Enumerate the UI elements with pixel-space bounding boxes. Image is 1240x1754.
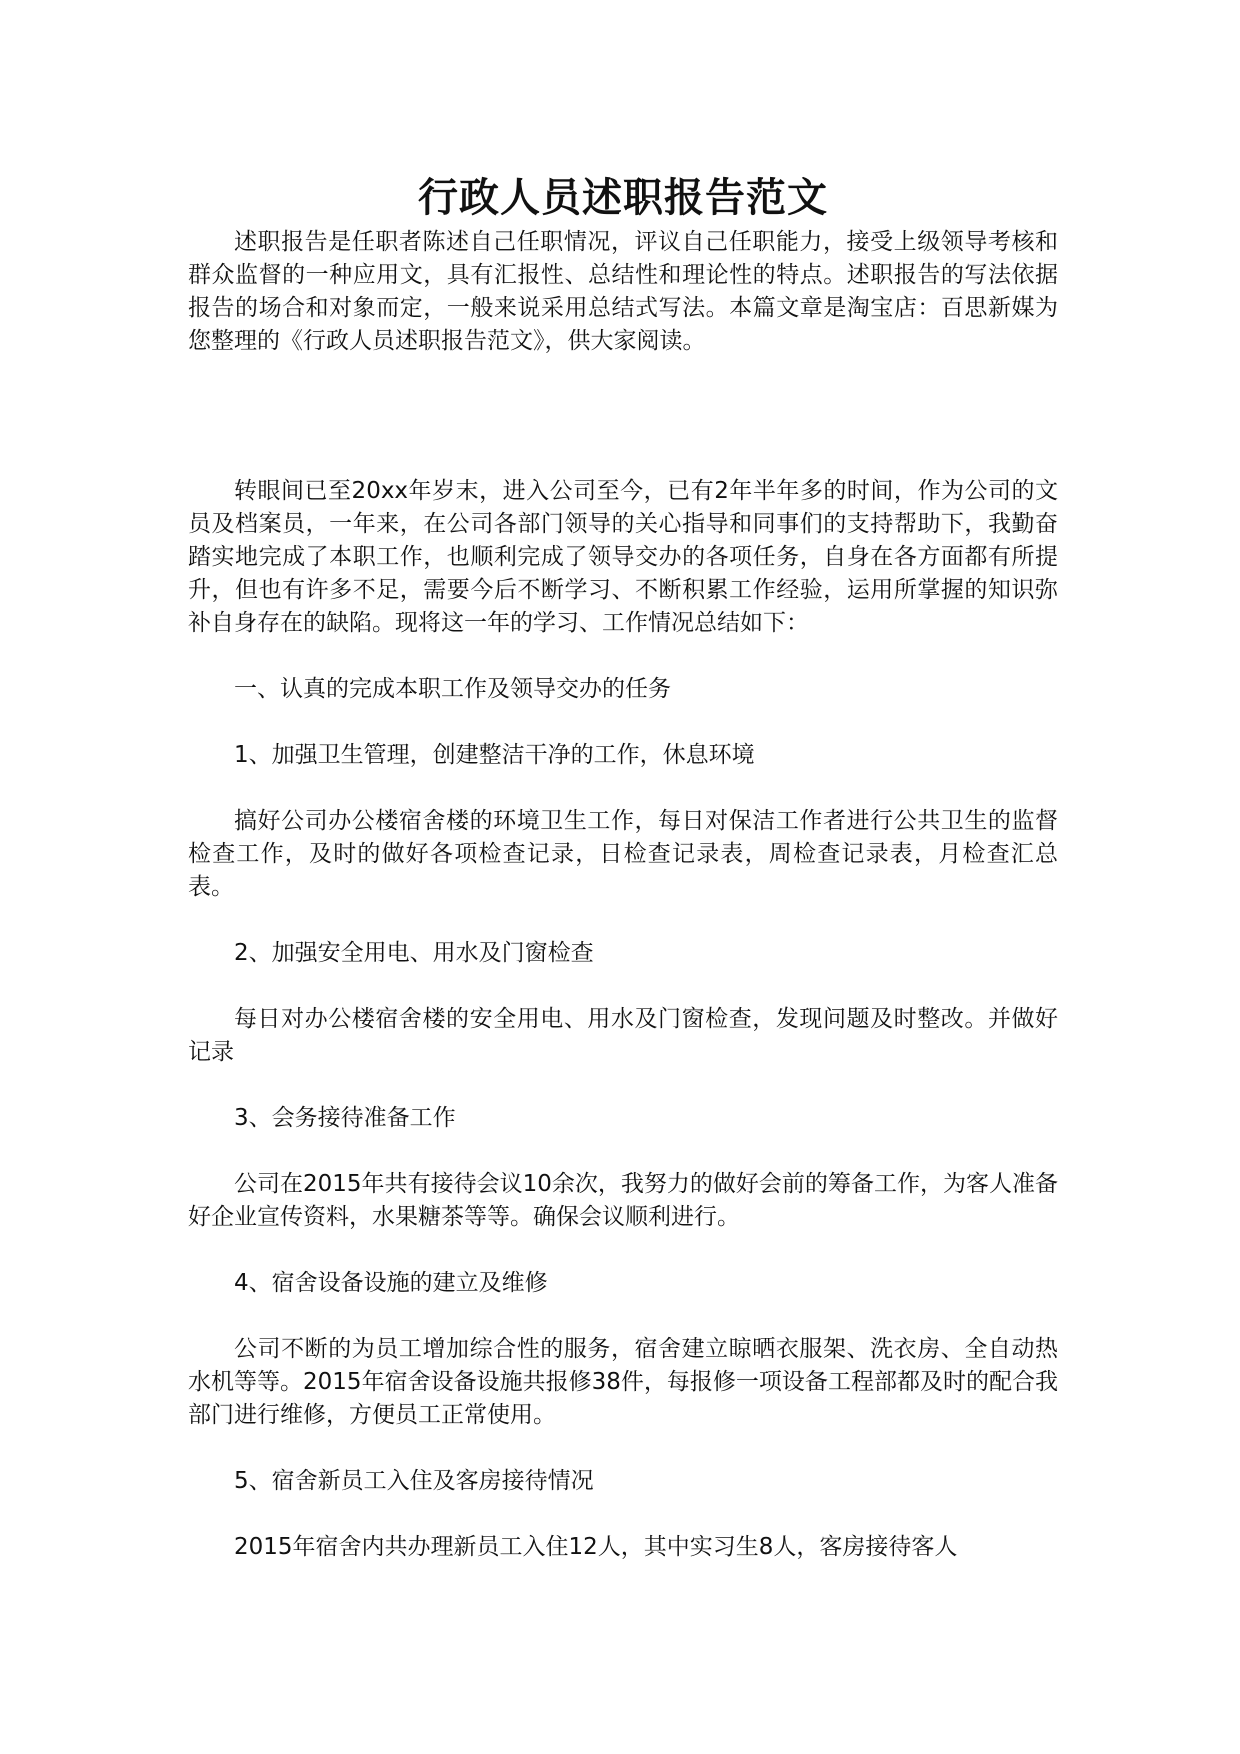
document-body bbox=[188, 170, 1058, 1564]
body-paragraph-3: 每日对办公楼宿舍楼的安全用电、用水及门窗检查，发现问题及时整改。并做好记录 bbox=[188, 1006, 1058, 1065]
body-paragraph-6: 2015年宿舍内共办理新员工入住12人，其中实习生8人，客房接待客人 bbox=[234, 1534, 958, 1560]
body-paragraph-1: 转眼间已至20xx年岁末，进入公司至今，已有2年半年多的时间，作为公司的文员及档案员，一年来，在公司各部门领导的关心指导和同事们的支持帮助下，我勤奋踏实地完成了本职工作，也顺利完成了领导交办的各项任务，自身在各方面都有所提升，但也有许多不足，需要今后不断学习、不断积累工作经验，运用所掌握的知识弥补自身存在的缺陷。现将这一年的学习、工作情况总结如下： bbox=[188, 478, 1058, 636]
subheading-2: 2、加强安全用电、用水及门窗检查 bbox=[234, 940, 594, 966]
section-heading-1: 一、认真的完成本职工作及领导交办的任务 bbox=[234, 676, 671, 702]
body-paragraph-5: 公司不断的为员工增加综合性的服务，宿舍建立晾晒衣服架、洗衣房、全自动热水机等等。2015年宿舍设备设施共报修38件，每报修一项设备工程部都及时的配合我部门进行维修，方便员工正常使用。 bbox=[188, 1336, 1058, 1428]
subheading-1: 1、加强卫生管理，创建整洁干净的工作，休息环境 bbox=[234, 742, 755, 768]
body-paragraph-4: 公司在2015年共有接待会议10余次，我努力的做好会前的筹备工作，为客人准备好企业宣传资料，水果糖茶等等。确保会议顺利进行。 bbox=[188, 1171, 1058, 1230]
subheading-3: 3、会务接待准备工作 bbox=[234, 1105, 456, 1131]
subheading-4: 4、宿舍设备设施的建立及维修 bbox=[234, 1270, 548, 1296]
intro-paragraph: 述职报告是任职者陈述自己任职情况，评议自己任职能力，接受上级领导考核和群众监督的一种应用文，具有汇报性、总结性和理论性的特点。述职报告的写法依据报告的场合和对象而定，一般来说采用总结式写法。本篇文章是淘宝店：百思新媒为您整理的《行政人员述职报告范文》，供大家阅读。 bbox=[188, 229, 1058, 354]
document-title: 行政人员述职报告范文 bbox=[418, 175, 828, 221]
body-paragraph-2: 搞好公司办公楼宿舍楼的环境卫生工作，每日对保洁工作者进行公共卫生的监督检查工作，及时的做好各项检查记录，日检查记录表，周检查记录表，月检查汇总表。 bbox=[188, 808, 1058, 900]
subheading-5: 5、宿舍新员工入住及客房接待情况 bbox=[234, 1468, 594, 1494]
